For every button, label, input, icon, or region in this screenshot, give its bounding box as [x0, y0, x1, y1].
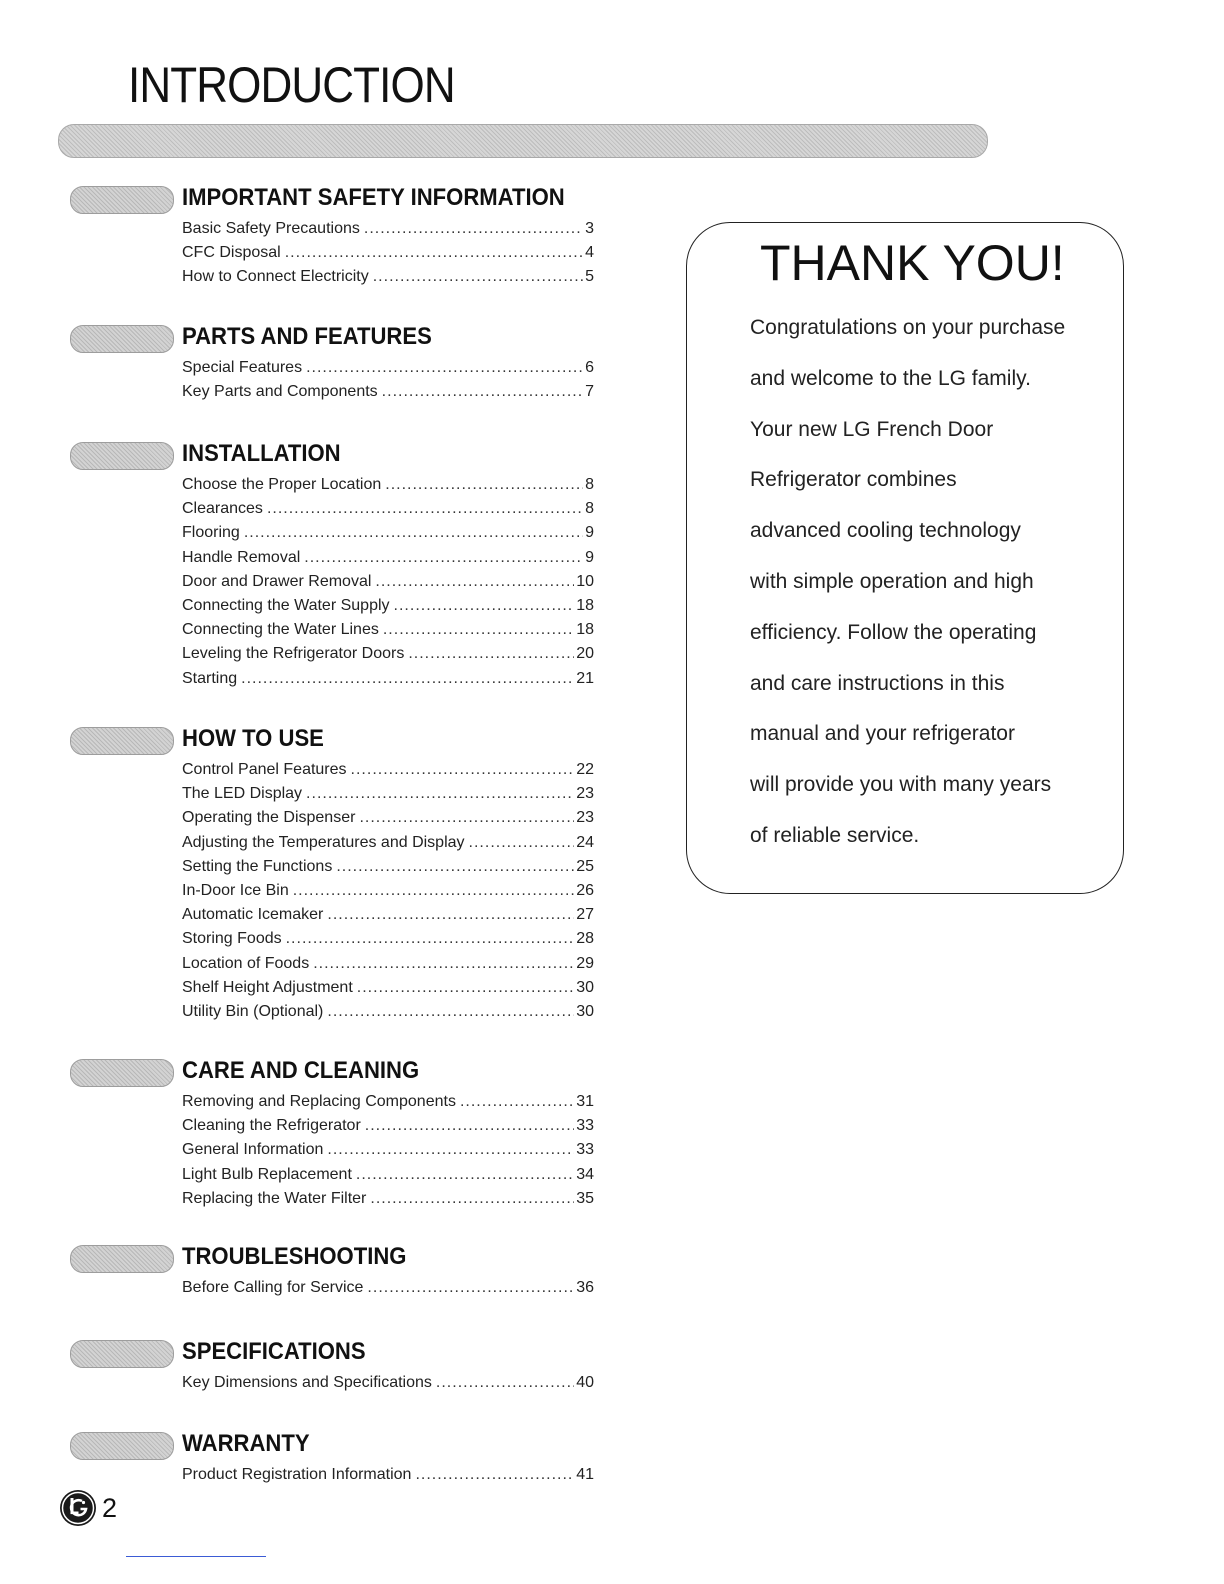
- toc-entry-label: Special Features: [182, 359, 303, 376]
- toc-entry-page: 34: [576, 1165, 594, 1183]
- toc-entry-label: Utility Bin (Optional): [182, 1002, 324, 1020]
- dot-leader: [336, 858, 574, 876]
- toc-entry: [182, 1279, 594, 1303]
- toc-entry: [182, 597, 594, 621]
- thank-you-line: and welcome to the LG family.: [750, 366, 1031, 390]
- section-marker: [70, 727, 174, 755]
- toc-entry-label: Clearances: [182, 500, 263, 518]
- toc-entry-label: Connecting the Water Lines: [182, 621, 379, 639]
- toc-entry: [182, 220, 594, 244]
- toc-entry: [182, 549, 594, 573]
- section-entries: [182, 476, 594, 694]
- toc-entry-label: Operating the Dispenser: [182, 809, 356, 827]
- toc-entry-label: Door and Drawer Removal: [182, 572, 372, 590]
- section-heading: PARTS AND FEATURES: [182, 323, 432, 350]
- section-entries: [182, 1093, 594, 1214]
- toc-entry-page: 18: [576, 621, 594, 639]
- toc-entry: [182, 930, 594, 954]
- dot-leader: [327, 1003, 574, 1021]
- dot-leader: [365, 1117, 574, 1135]
- toc-entry: [182, 500, 594, 524]
- toc-entry: [182, 1117, 594, 1141]
- dot-leader: [382, 383, 583, 401]
- toc-entry-page: 3: [585, 220, 594, 237]
- dot-leader: [267, 500, 583, 518]
- toc-entry: [182, 858, 594, 882]
- dot-leader: [293, 882, 574, 900]
- toc-entry-label: Product Registration Information: [182, 1466, 412, 1483]
- section-heading: SPECIFICATIONS: [182, 1338, 366, 1365]
- toc-entry: [182, 761, 594, 785]
- toc-entry-label: Light Bulb Replacement: [182, 1165, 352, 1183]
- toc-entry-page: 41: [576, 1466, 594, 1483]
- toc-entry-label: General Information: [182, 1141, 324, 1159]
- dot-leader: [373, 268, 583, 286]
- thank-you-line: Congratulations on your purchase: [750, 316, 1066, 339]
- thank-you-line: will provide you with many years: [750, 773, 1052, 797]
- dot-leader: [394, 597, 575, 615]
- section-marker: [70, 186, 174, 214]
- toc-entry-page: 8: [585, 500, 594, 518]
- toc-entry: [182, 785, 594, 809]
- section-heading: TROUBLESHOOTING: [182, 1243, 407, 1270]
- toc-entry: [182, 1190, 594, 1214]
- section-heading: CARE AND CLEANING: [182, 1057, 420, 1084]
- lg-logo-icon: [58, 1488, 98, 1528]
- dot-leader: [285, 244, 583, 262]
- toc-entry: [182, 268, 594, 292]
- toc-entry: [182, 621, 594, 645]
- toc-entry-label: Storing Foods: [182, 930, 282, 948]
- dot-leader: [364, 220, 583, 238]
- toc-entry-page: 21: [576, 669, 594, 687]
- dot-leader: [367, 1279, 574, 1297]
- toc-entry: [182, 979, 594, 1003]
- dot-leader: [327, 1141, 574, 1159]
- dot-leader: [375, 573, 574, 591]
- toc-entry: [182, 359, 594, 383]
- thank-you-line: and care instructions in this: [750, 671, 1005, 695]
- section-heading: INSTALLATION: [182, 440, 341, 467]
- dot-leader: [313, 955, 574, 973]
- toc-entry-label: CFC Disposal: [182, 244, 281, 262]
- section-heading: WARRANTY: [182, 1430, 310, 1457]
- section-entries: [182, 1466, 594, 1490]
- toc-entry: [182, 1466, 594, 1490]
- toc-entry-page: 30: [576, 978, 594, 996]
- dot-leader: [327, 906, 574, 924]
- dot-leader: [408, 645, 574, 663]
- dot-leader: [436, 1374, 574, 1392]
- toc-entry-page: 30: [576, 1002, 594, 1020]
- dot-leader: [244, 524, 583, 542]
- toc-entry: [182, 573, 594, 597]
- dot-leader: [460, 1093, 574, 1111]
- dot-leader: [286, 930, 575, 948]
- toc-entry-label: Choose the Proper Location: [182, 476, 382, 493]
- section-heading: IMPORTANT SAFETY INFORMATION: [182, 184, 565, 211]
- toc-entry-page: 25: [576, 857, 594, 875]
- dot-leader: [356, 1166, 574, 1184]
- toc-entry-label: Starting: [182, 669, 238, 687]
- toc-entry-page: 33: [576, 1117, 594, 1135]
- toc-entry-page: 22: [576, 761, 594, 778]
- section-entries: [182, 1279, 594, 1303]
- section-marker: [70, 1059, 174, 1087]
- toc-entry: [182, 244, 594, 268]
- section-marker: [70, 1340, 174, 1368]
- toc-entry-label: Removing and Replacing Components: [182, 1093, 456, 1110]
- toc-entry-label: Shelf Height Adjustment: [182, 978, 353, 996]
- toc-entry-label: Setting the Functions: [182, 857, 333, 875]
- dot-leader: [469, 834, 575, 852]
- toc-entry: [182, 1374, 594, 1398]
- toc-entry: [182, 524, 594, 548]
- section-marker: [70, 1432, 174, 1460]
- dot-leader: [241, 670, 574, 688]
- dot-leader: [304, 549, 583, 567]
- toc-entry-page: 36: [576, 1279, 594, 1296]
- thank-you-line: manual and your refrigerator: [750, 722, 1015, 746]
- toc-entry: [182, 906, 594, 930]
- dot-leader: [385, 476, 583, 494]
- toc-entry-page: 31: [576, 1093, 594, 1110]
- footer-rule: [126, 1556, 266, 1557]
- toc-entry: [182, 1166, 594, 1190]
- section-entries: [182, 1374, 594, 1398]
- thank-you-line: Your new LG French Door: [750, 417, 994, 441]
- toc-entry: [182, 809, 594, 833]
- toc-entry: [182, 882, 594, 906]
- toc-entry-page: 33: [576, 1141, 594, 1159]
- toc-entry-label: Key Dimensions and Specifications: [182, 1374, 432, 1391]
- toc-entry-label: The LED Display: [182, 785, 303, 803]
- page-number: 2: [102, 1492, 118, 1523]
- toc-entry: [182, 955, 594, 979]
- toc-entry-page: 8: [585, 476, 594, 493]
- thank-you-line: of reliable service.: [750, 823, 920, 847]
- dot-leader: [357, 979, 574, 997]
- toc-entry-page: 23: [576, 785, 594, 803]
- toc-entry-label: Adjusting the Temperatures and Display: [182, 833, 465, 851]
- toc-entry-label: Flooring: [182, 524, 240, 542]
- toc-entry-label: Before Calling for Service: [182, 1279, 364, 1296]
- toc-entry-page: 23: [576, 809, 594, 827]
- toc-entry-label: Control Panel Features: [182, 761, 347, 778]
- toc-entry-label: Leveling the Refrigerator Doors: [182, 645, 405, 663]
- toc-entry-label: Cleaning the Refrigerator: [182, 1117, 361, 1135]
- dot-leader: [383, 621, 574, 639]
- section-marker: [70, 442, 174, 470]
- toc-entry-page: 5: [585, 268, 594, 286]
- toc-entry-page: 26: [576, 881, 594, 899]
- section-marker: [70, 325, 174, 353]
- section-entries: [182, 761, 594, 1027]
- toc-entry-label: Automatic Icemaker: [182, 906, 324, 924]
- dot-leader: [306, 359, 583, 377]
- toc-entry-page: 24: [576, 833, 594, 851]
- section-heading: HOW TO USE: [182, 725, 324, 752]
- page-footer: [58, 1488, 117, 1528]
- toc-entry: [182, 476, 594, 500]
- toc-entry-page: 18: [576, 596, 594, 614]
- toc-entry-page: 29: [576, 954, 594, 972]
- toc-entry: [182, 1093, 594, 1117]
- thank-you-line: Refrigerator combines: [750, 468, 957, 492]
- toc-entry-page: 9: [585, 524, 594, 542]
- toc-entry-label: Replacing the Water Filter: [182, 1189, 367, 1207]
- toc-entry-page: 4: [585, 244, 594, 262]
- toc-entry: [182, 383, 594, 407]
- dot-leader: [351, 761, 575, 779]
- toc-entry: [182, 670, 594, 694]
- thank-you-line: advanced cooling technology: [750, 519, 1021, 543]
- toc-entry: [182, 1003, 594, 1027]
- toc-entry-label: How to Connect Electricity: [182, 268, 369, 286]
- toc-entry-page: 28: [576, 930, 594, 948]
- toc-entry-page: 9: [585, 548, 594, 566]
- toc-entry-page: 35: [576, 1189, 594, 1207]
- toc-entry-page: 27: [576, 906, 594, 924]
- section-entries: [182, 359, 594, 407]
- toc-entry-label: Handle Removal: [182, 548, 301, 566]
- toc-entry-page: 10: [576, 572, 594, 590]
- dot-leader: [359, 809, 574, 827]
- section-entries: [182, 220, 594, 293]
- toc-entry-page: 6: [585, 359, 594, 376]
- toc-entry-label: Location of Foods: [182, 954, 310, 972]
- toc-entry-page: 40: [576, 1374, 594, 1391]
- thank-you-line: efficiency. Follow the operating: [750, 620, 1037, 644]
- toc-entry-page: 20: [576, 645, 594, 663]
- thank-you-line: with simple operation and high: [750, 569, 1034, 593]
- toc-entry: [182, 1141, 594, 1165]
- toc-entry-page: 7: [585, 383, 594, 401]
- section-marker: [70, 1245, 174, 1273]
- toc-entry: [182, 834, 594, 858]
- thank-you-title: THANK YOU!: [760, 235, 1065, 291]
- toc-entry-label: Key Parts and Components: [182, 383, 378, 401]
- toc-entry-label: In-Door Ice Bin: [182, 881, 289, 899]
- thank-you-text: [750, 316, 1065, 875]
- toc-entry-label: Basic Safety Precautions: [182, 220, 360, 237]
- page-title: INTRODUCTION: [128, 57, 455, 113]
- dot-leader: [370, 1190, 574, 1208]
- dot-leader: [306, 785, 574, 803]
- toc-entry-label: Connecting the Water Supply: [182, 596, 390, 614]
- dot-leader: [415, 1466, 574, 1484]
- toc-entry: [182, 645, 594, 669]
